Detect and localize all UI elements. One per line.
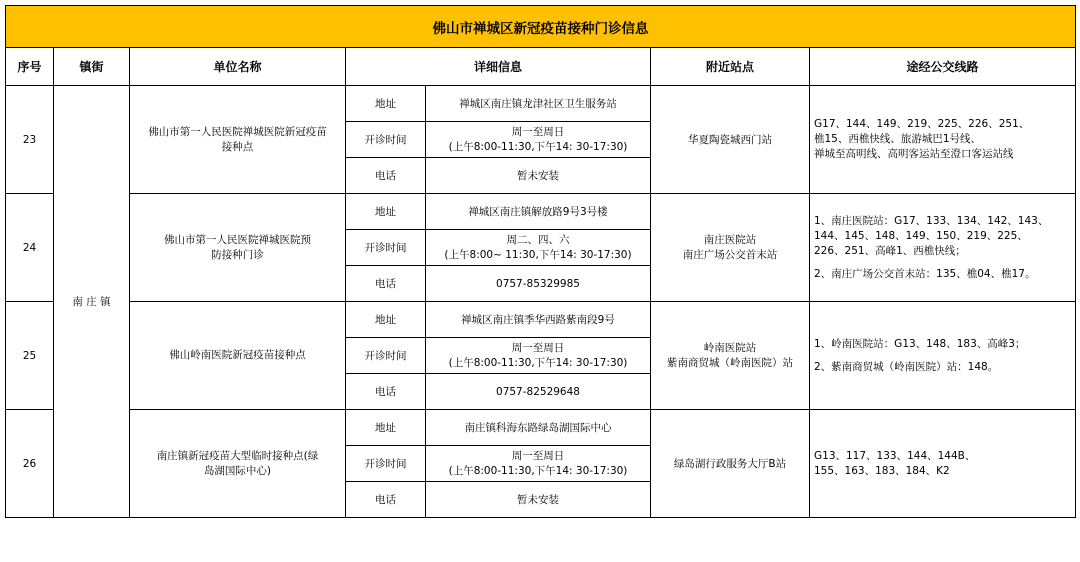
row-number: 25 — [6, 302, 54, 410]
address-label: 地址 — [346, 194, 426, 230]
hours-label: 开诊时间 — [346, 122, 426, 158]
unit-name: 佛山市第一人民医院禅城医院新冠疫苗接种点 — [130, 86, 346, 194]
address-value: 南庄镇科海东路绿岛湖国际中心 — [426, 410, 651, 446]
hours-days: 周二、四、六 — [506, 233, 570, 246]
bus-line: 禅城至高明线、高明客运站至澄口客运站线 — [814, 148, 1014, 160]
station-cell — [651, 86, 810, 194]
header-details: 详细信息 — [346, 48, 651, 86]
unit-name: 佛山市第一人民医院禅城医院预防接种门诊 — [130, 194, 346, 302]
bus-line: 1、南庄医院站：G17、133、134、142、143、 — [814, 214, 1049, 227]
address-label: 地址 — [346, 302, 426, 338]
station-cell — [651, 194, 810, 302]
header-bus-routes: 途经公交线路 — [810, 48, 1076, 86]
row-number: 23 — [6, 86, 54, 194]
hours-times: (上午8:00-11:30,下午14: 30-17:30) — [448, 140, 628, 153]
phone-label: 电话 — [346, 374, 426, 410]
address-value: 禅城区南庄镇季华西路紫南段9号 — [426, 302, 651, 338]
bus-line: G13、117、133、144、144B、 — [814, 449, 976, 462]
bus-line — [814, 352, 1071, 360]
header-unit-name: 单位名称 — [130, 48, 346, 86]
station-line: 绿岛湖行政服务大厅B站 — [673, 458, 787, 470]
bus-line — [814, 259, 1071, 267]
bus-line: 2、南庄广场公交首末站：135、樵04、樵17。 — [814, 267, 1036, 280]
bus-line: 2、紫南商贸城（岭南医院）站：148。 — [814, 360, 999, 373]
bus-line: 144、145、148、149、150、219、225、 — [814, 229, 1028, 242]
hours-days: 周一至周日 — [511, 125, 565, 138]
header-row — [6, 48, 1076, 86]
table-row — [6, 302, 1076, 338]
phone-value: 0757-82529648 — [426, 374, 651, 410]
hours-value — [426, 230, 651, 266]
hours-times: (上午8:00-11:30,下午14: 30-17:30) — [448, 464, 628, 477]
header-town: 镇街 — [54, 48, 130, 86]
station-line: 岭南医院站 — [703, 341, 757, 354]
unit-name: 南庄镇新冠疫苗大型临时接种点(绿岛湖国际中心) — [130, 410, 346, 518]
station-line: 南庄广场公交首末站 — [682, 248, 778, 261]
hours-value — [426, 446, 651, 482]
hours-times: (上午8:00~ 11:30,下午14: 30-17:30) — [444, 248, 632, 261]
phone-label: 电话 — [346, 482, 426, 518]
phone-value: 暂未安装 — [426, 482, 651, 518]
hours-days: 周一至周日 — [511, 341, 565, 354]
table-row — [6, 194, 1076, 230]
phone-value: 0757-85329985 — [426, 266, 651, 302]
bus-line: 1、岭南医院站：G13、148、183、高峰3； — [814, 337, 1026, 350]
phone-label: 电话 — [346, 266, 426, 302]
header-stations: 附近站点 — [651, 48, 810, 86]
bus-cell — [810, 302, 1076, 410]
table-row — [6, 410, 1076, 446]
header-no: 序号 — [6, 48, 54, 86]
hours-label: 开诊时间 — [346, 230, 426, 266]
address-label: 地址 — [346, 410, 426, 446]
address-label: 地址 — [346, 86, 426, 122]
hours-value — [426, 338, 651, 374]
bus-line: 226、251、高峰1、西樵快线； — [814, 244, 966, 257]
bus-line: 樵15、西樵快线、旅游城巴1号线、 — [814, 133, 982, 145]
clinic-table — [5, 5, 1076, 518]
bus-cell — [810, 410, 1076, 518]
bus-line: G17、144、149、219、225、226、251、 — [814, 118, 1030, 130]
address-value: 禅城区南庄镇龙津社区卫生服务站 — [426, 86, 651, 122]
phone-label: 电话 — [346, 158, 426, 194]
hours-times: (上午8:00-11:30,下午14: 30-17:30) — [448, 356, 628, 369]
hours-days: 周一至周日 — [511, 449, 565, 462]
table-row — [6, 86, 1076, 122]
hours-label: 开诊时间 — [346, 338, 426, 374]
hours-label: 开诊时间 — [346, 446, 426, 482]
phone-value: 暂未安装 — [426, 158, 651, 194]
row-number: 26 — [6, 410, 54, 518]
address-value: 禅城区南庄镇解放路9号3号楼 — [426, 194, 651, 230]
bus-line: 155、163、183、184、K2 — [814, 464, 950, 477]
bus-cell — [810, 194, 1076, 302]
table-title: 佛山市禅城区新冠疫苗接种门诊信息 — [6, 6, 1076, 48]
bus-cell — [810, 86, 1076, 194]
row-number: 24 — [6, 194, 54, 302]
station-cell — [651, 302, 810, 410]
station-line: 南庄医院站 — [703, 233, 757, 246]
station-cell — [651, 410, 810, 518]
town-cell: 南 庄 镇 — [54, 86, 130, 518]
unit-name: 佛山岭南医院新冠疫苗接种点 — [130, 302, 346, 410]
station-line: 华夏陶瓷城西门站 — [688, 134, 772, 146]
hours-value — [426, 122, 651, 158]
station-line: 紫南商贸城（岭南医院）站 — [667, 356, 793, 369]
